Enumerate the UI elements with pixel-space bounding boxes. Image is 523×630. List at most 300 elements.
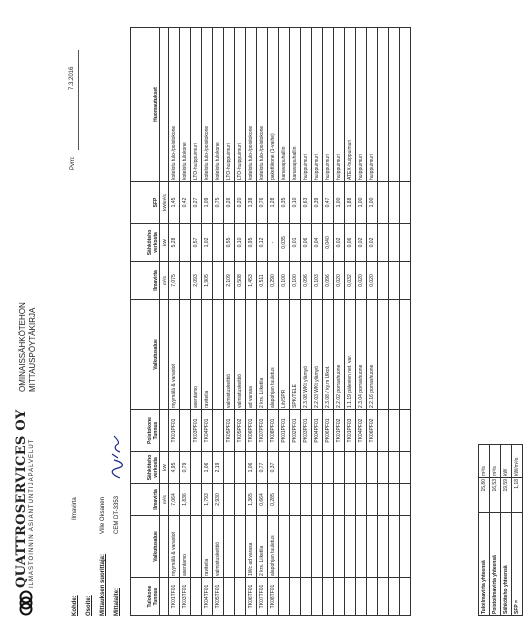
tulo-area-cell: alapohjan tuuletus xyxy=(268,516,279,578)
summary-value: 19,59 xyxy=(501,478,512,513)
poisto-airflow-cell: 1,453 xyxy=(246,262,257,300)
poisto-power-cell: 0,02 xyxy=(367,224,378,262)
tulo-area-cell xyxy=(191,516,202,578)
poisto-power-cell xyxy=(378,224,389,262)
mittaus-label: Mittauksen suorittaja: xyxy=(100,553,106,616)
mittari-label: Mittalaite: xyxy=(114,587,120,616)
tulo-power-cell: 0,79 xyxy=(180,452,191,484)
poistokone-id-cell: TK01PF03 xyxy=(345,410,356,452)
tulokone-id-cell xyxy=(235,578,246,616)
tulo-airflow-cell xyxy=(191,484,202,516)
poisto-airflow-cell xyxy=(400,262,411,300)
remark-cell: huippuimuri xyxy=(356,28,367,182)
poisto-airflow-cell xyxy=(389,262,400,300)
remark-cell: kotelotu tulokone xyxy=(213,28,224,182)
table-row xyxy=(169,28,180,616)
tulo-area-cell xyxy=(389,516,400,578)
poisto-area-cell: 2.2.16 porrashuone xyxy=(367,300,378,410)
tulo-power-cell xyxy=(378,452,389,484)
poistokone-id-cell xyxy=(213,410,224,452)
tulokone-id-cell: TK07TF01 xyxy=(257,578,268,616)
tulo-airflow-cell: 0,285 xyxy=(268,484,279,516)
tulo-area-cell: raviteila xyxy=(202,516,213,578)
summary-row xyxy=(479,445,490,616)
poisto-airflow-cell xyxy=(213,262,224,300)
sfp-value-cell: 1,00 xyxy=(367,182,378,224)
tulo-airflow-cell xyxy=(224,484,235,516)
poisto-power-cell: 0,02 xyxy=(356,224,367,262)
remark-cell: huippuimuri xyxy=(367,28,378,182)
poisto-area-cell: raviteila xyxy=(202,300,213,410)
table-row xyxy=(279,28,290,616)
poisto-power-cell: 0,10 xyxy=(235,224,246,262)
remark-cell: LTO-huippuimuri xyxy=(235,28,246,182)
poisto-area-cell: SPK/TELE xyxy=(290,300,301,410)
tulo-airflow-cell xyxy=(290,484,301,516)
tulo-power-cell xyxy=(345,452,356,484)
tulokone-id-cell xyxy=(334,578,345,616)
poistokone-id-cell xyxy=(389,410,400,452)
tulokone-id-cell xyxy=(224,578,235,616)
tulo-area-cell: myymälä & varastot xyxy=(169,516,180,578)
tulo-area-cell xyxy=(290,516,301,578)
sfp-value-cell xyxy=(389,182,400,224)
remark-cell: huippuimuri xyxy=(301,28,312,182)
poistokone-id-cell: TK06PF02 xyxy=(367,410,378,452)
remark-cell xyxy=(389,28,400,182)
remark-cell: kotelotu tulokone xyxy=(180,28,191,182)
unit-cell: kW/m³/s xyxy=(160,182,169,224)
osoite-label: Osoite: xyxy=(86,595,92,616)
tulokone-id-cell xyxy=(378,578,389,616)
unit-cell xyxy=(160,28,169,182)
summary-label: SFP = xyxy=(512,513,523,616)
poisto-airflow-cell: 0,096 xyxy=(323,262,334,300)
poisto-area-cell: 1.1.19 pälevien net. var. xyxy=(345,300,356,410)
table-row xyxy=(356,28,367,616)
poistokone-id-cell xyxy=(400,410,411,452)
tulo-area-cell xyxy=(378,516,389,578)
poistokone-id-cell: PK04PF01 xyxy=(312,410,323,452)
poisto-airflow-cell: 0,508 xyxy=(235,262,246,300)
poistokone-id-cell: TK05PF01 xyxy=(224,410,235,452)
poisto-power-cell: 0,06 xyxy=(345,224,356,262)
tulo-airflow-cell xyxy=(312,484,323,516)
remark-cell: kotelotu tulo-/poistokone xyxy=(246,28,257,182)
unit-cell xyxy=(160,578,169,616)
tulo-power-cell: 4,95 xyxy=(169,452,180,484)
poisto-airflow-cell: 0,290 xyxy=(268,262,279,300)
tulokone-id-cell xyxy=(312,578,323,616)
tulo-area-cell xyxy=(279,516,290,578)
poisto-airflow-cell xyxy=(378,262,389,300)
poisto-power-cell: 0,04 xyxy=(312,224,323,262)
sfp-value-cell: 0,26 xyxy=(224,182,235,224)
tulo-airflow-cell xyxy=(334,484,345,516)
tulo-area-cell xyxy=(312,516,323,578)
tulo-area-cell: valmistuskeittiö xyxy=(213,516,224,578)
unit-cell: m³/s xyxy=(160,262,169,300)
table-row xyxy=(301,28,312,616)
poistokone-id-cell xyxy=(180,410,191,452)
tulo-power-cell xyxy=(235,452,246,484)
poisto-area-cell: 2.3.08 / ky.m Ulkot. xyxy=(323,300,334,410)
tulo-area-cell xyxy=(367,516,378,578)
unit-cell xyxy=(160,516,169,578)
remark-cell: pakettikone (1-vaihe) xyxy=(268,28,279,182)
table-row xyxy=(389,28,400,616)
tulo-power-cell xyxy=(400,452,411,484)
tulo-area-cell: 1Wc ad varasa xyxy=(246,516,257,578)
poisto-power-cell xyxy=(180,224,191,262)
sfp-value-cell: 0,27 xyxy=(191,182,202,224)
poisto-airflow-cell: 0,020 xyxy=(334,262,345,300)
remark-cell: kanavapuhallin xyxy=(290,28,301,182)
poisto-airflow-cell: 0,020 xyxy=(367,262,378,300)
tulo-airflow-cell xyxy=(345,484,356,516)
unit-cell xyxy=(160,410,169,452)
tulo-power-cell xyxy=(323,452,334,484)
tulo-airflow-cell xyxy=(367,484,378,516)
tulo-area-cell: asentamo xyxy=(180,516,191,578)
header-ilmavirta-poisto: Ilmavirta xyxy=(131,262,160,300)
poisto-airflow-cell: 0,096 xyxy=(301,262,312,300)
poisto-area-cell: 2.2.02 porrashuone xyxy=(334,300,345,410)
date-value: 7.3.2016 xyxy=(69,66,75,90)
summary-row xyxy=(490,445,501,616)
remark-cell: kotelotu tulo-/poistokone xyxy=(169,28,180,182)
tulokone-id-cell xyxy=(279,578,290,616)
sfp-value-cell: 1,09 xyxy=(202,182,213,224)
tulo-power-cell: 0,77 xyxy=(257,452,268,484)
sfp-value-cell: 0,20 xyxy=(235,182,246,224)
tulo-airflow-cell xyxy=(356,484,367,516)
poisto-airflow-cell: 7,075 xyxy=(169,262,180,300)
sfp-value-cell: 0,35 xyxy=(279,182,290,224)
table-row xyxy=(378,28,389,616)
table-row xyxy=(345,28,356,616)
header-huomautukset: Huomautukset xyxy=(131,28,160,182)
tulokone-id-cell: TK04TF01 xyxy=(202,578,213,616)
poistokone-id-cell: PK03PF01 xyxy=(301,410,312,452)
poistokone-id-cell: TK05PF02 xyxy=(235,410,246,452)
tulo-power-cell xyxy=(389,452,400,484)
tulokone-id-cell: TK05TF01 xyxy=(213,578,224,616)
tulo-airflow-cell: 1,365 xyxy=(246,484,257,516)
poisto-area-cell: myymälä & varastot xyxy=(169,300,180,410)
tulokone-id-cell: TK06TF01 xyxy=(246,578,257,616)
table-row xyxy=(191,28,202,616)
tulo-area-cell xyxy=(301,516,312,578)
tulo-power-cell xyxy=(301,452,312,484)
header-valkutusalue-tulo: Valkutusalue xyxy=(131,516,160,578)
tulo-area-cell xyxy=(345,516,356,578)
poistokone-id-cell: PK01PF01 xyxy=(279,410,290,452)
tulo-power-cell: 0,37 xyxy=(268,452,279,484)
kohde-label: Kohde: xyxy=(72,595,78,616)
company-logo xyxy=(12,409,42,616)
poisto-area-cell xyxy=(180,300,191,410)
summary-unit: kW xyxy=(501,445,512,478)
tulokone-id-cell: TK03TF01 xyxy=(180,578,191,616)
tulokone-id-cell xyxy=(345,578,356,616)
poisto-area-cell xyxy=(400,300,411,410)
poisto-power-cell xyxy=(213,224,224,262)
poistokone-id-cell: TK08PF01 xyxy=(268,410,279,452)
document-title-line2: MITTAUSPÖYTÄKIRJA xyxy=(28,307,37,392)
poisto-airflow-cell: 0,103 xyxy=(312,262,323,300)
poisto-area-cell: valmistuskeittiö xyxy=(235,300,246,410)
tulo-power-cell xyxy=(367,452,378,484)
poistokone-id-cell: TK01PF02 xyxy=(334,410,345,452)
poistokone-id-cell: TK06PF01 xyxy=(246,410,257,452)
summary-value: 16,53 xyxy=(490,478,501,513)
poisto-area-cell xyxy=(389,300,400,410)
poisto-power-cell: 0,95 xyxy=(246,224,257,262)
poisto-power-cell: 0,01 xyxy=(290,224,301,262)
remark-cell: huippuimuri xyxy=(334,28,345,182)
tulokone-id-cell xyxy=(290,578,301,616)
tulo-area-cell xyxy=(235,516,246,578)
tulo-airflow-cell: 1,836 xyxy=(180,484,191,516)
tulo-airflow-cell xyxy=(235,484,246,516)
signature xyxy=(108,434,124,480)
tulo-airflow-cell xyxy=(400,484,411,516)
table-row xyxy=(257,28,268,616)
tulo-power-cell xyxy=(279,452,290,484)
remark-cell: huippuimuri xyxy=(323,28,334,182)
sfp-value-cell: 0,63 xyxy=(301,182,312,224)
poistokone-id-cell: TK04PF02 xyxy=(356,410,367,452)
poisto-power-cell: 0,12 xyxy=(257,224,268,262)
unit-cell: kW xyxy=(160,224,169,262)
tulo-area-cell xyxy=(224,516,235,578)
header-sfp: SFP xyxy=(131,182,160,224)
tulo-power-cell xyxy=(334,452,345,484)
poisto-power-cell: 0,55 xyxy=(224,224,235,262)
sfp-value-cell: 0,10 xyxy=(290,182,301,224)
tulo-airflow-cell: 1,793 xyxy=(202,484,213,516)
tulokone-id-cell xyxy=(191,578,202,616)
sfp-value-cell xyxy=(400,182,411,224)
table-header-row xyxy=(131,28,160,616)
tulo-area-cell xyxy=(334,516,345,578)
document-title xyxy=(18,302,38,392)
tulo-power-cell: 1,06 xyxy=(202,452,213,484)
tulo-airflow-cell xyxy=(389,484,400,516)
poisto-power-cell: 1,02 xyxy=(202,224,213,262)
summary-label: Sähköteho yhteensä xyxy=(501,513,512,616)
header-valkutusalue-poisto: Valkutusalue xyxy=(131,300,160,410)
summary-unit: kW/m³/s xyxy=(512,445,523,478)
poisto-area-cell: asentamo xyxy=(191,300,202,410)
tulokone-id-cell xyxy=(356,578,367,616)
tulo-airflow-cell xyxy=(323,484,334,516)
poisto-airflow-cell: 0,100 xyxy=(279,262,290,300)
sfp-value-cell: 0,76 xyxy=(257,182,268,224)
poisto-area-cell: 2.3.04 porrashuone xyxy=(356,300,367,410)
poisto-power-cell xyxy=(389,224,400,262)
tulo-power-cell xyxy=(191,452,202,484)
poisto-airflow-cell: 2,109 xyxy=(224,262,235,300)
ilmavirta-note: Ilmavirta xyxy=(72,497,78,520)
tulo-airflow-cell xyxy=(301,484,312,516)
poisto-power-cell: 0,06 xyxy=(301,224,312,262)
tulo-area-cell xyxy=(356,516,367,578)
poistokone-id-cell: PK02PF01 xyxy=(290,410,301,452)
summary-unit: m³/s xyxy=(490,445,501,478)
remark-cell: kanavapuhallin xyxy=(279,28,290,182)
poisto-area-cell: valmistuskeittiö xyxy=(224,300,235,410)
summary-table xyxy=(478,444,523,616)
poisto-power-cell xyxy=(400,224,411,262)
summary-row xyxy=(512,445,523,616)
sfp-value-cell: 1,00 xyxy=(356,182,367,224)
table-body xyxy=(169,28,411,616)
table-row xyxy=(268,28,279,616)
sfp-value-cell xyxy=(378,182,389,224)
sfp-value-cell: 1,45 xyxy=(169,182,180,224)
table-row xyxy=(323,28,334,616)
poistokone-id-cell: PK06PF01 xyxy=(323,410,334,452)
summary-value: 1,18 xyxy=(512,478,523,513)
mittari-value: CEM DT-3353 xyxy=(114,495,120,534)
remark-cell: LTO-huippuimuri xyxy=(191,28,202,182)
tulo-power-cell xyxy=(356,452,367,484)
poisto-area-cell: ad varasa xyxy=(246,300,257,410)
tulo-airflow-cell: 2,930 xyxy=(213,484,224,516)
header-poistokone: Poistokone Tunnus xyxy=(131,410,160,452)
tulo-area-cell: 2 krs. Liiketila xyxy=(257,516,268,578)
poisto-area-cell: Lih/SPR xyxy=(279,300,290,410)
poisto-area-cell: alapohjan tuuletus xyxy=(268,300,279,410)
remark-cell: kotelotu tulo-/poistokone xyxy=(257,28,268,182)
table-row xyxy=(312,28,323,616)
tulo-power-cell: 1,06 xyxy=(246,452,257,484)
date-label: Pvm: xyxy=(70,156,76,170)
measurement-table xyxy=(130,27,411,616)
poisto-power-cell: 0,040 xyxy=(323,224,334,262)
date-underline xyxy=(78,50,79,150)
sfp-value-cell: 0,47 xyxy=(323,182,334,224)
tulo-airflow-cell xyxy=(378,484,389,516)
logo-loops-icon xyxy=(15,590,37,616)
poisto-power-cell: 0,02 xyxy=(334,224,345,262)
tulo-power-cell xyxy=(312,452,323,484)
poistokone-id-cell: TK07PF01 xyxy=(257,410,268,452)
remark-cell: huippuimuri xyxy=(312,28,323,182)
header-sahkoteho-poisto: Sähköteho verkosta xyxy=(131,224,160,262)
sfp-value-cell: 0,39 xyxy=(312,182,323,224)
poisto-area-cell xyxy=(213,300,224,410)
header-ilmavirta-tulo: Ilmavirta xyxy=(131,484,160,516)
company-name: QUATTROSERVICES OY xyxy=(14,409,29,588)
poisto-airflow-cell xyxy=(180,262,191,300)
poisto-area-cell: 2.3.08 WKt ylämyö xyxy=(301,300,312,410)
poisto-power-cell: 5,28 xyxy=(169,224,180,262)
tulo-power-cell: 2,19 xyxy=(213,452,224,484)
poistokone-id-cell: TK01PF01 xyxy=(169,410,180,452)
poistokone-id-cell: TK04PF01 xyxy=(202,410,213,452)
company-tagline: ILMASTOINNIN ASIANTUNTIJAPALVELUT xyxy=(29,438,35,588)
poisto-area-cell: 2.2.03 WKt ylämyö xyxy=(312,300,323,410)
poisto-airflow-cell: 0,020 xyxy=(356,262,367,300)
tulo-area-cell xyxy=(323,516,334,578)
poisto-airflow-cell: 0,100 xyxy=(290,262,301,300)
poisto-power-cell: 0,57 xyxy=(191,224,202,262)
sfp-value-cell: 0,75 xyxy=(213,182,224,224)
document-title-line1: OMINAISSÄHKÖTEHON xyxy=(18,302,27,392)
summary-row xyxy=(501,445,512,616)
poisto-power-cell: 0,035 xyxy=(279,224,290,262)
poisto-airflow-cell: 0,511 xyxy=(257,262,268,300)
table-row xyxy=(213,28,224,616)
tulokone-id-cell xyxy=(367,578,378,616)
summary-value: 15,80 xyxy=(479,478,490,513)
table-units-row xyxy=(160,28,169,616)
table-row xyxy=(334,28,345,616)
tulo-airflow-cell xyxy=(279,484,290,516)
poisto-airflow-cell: 2,093 xyxy=(191,262,202,300)
tulokone-id-cell xyxy=(301,578,312,616)
mittaus-value: Ville Oksanen xyxy=(100,497,106,534)
poisto-airflow-cell: 1,905 xyxy=(202,262,213,300)
table-row xyxy=(400,28,411,616)
poisto-airflow-cell: 0,032 xyxy=(345,262,356,300)
unit-cell: kW xyxy=(160,452,169,484)
poisto-power-cell: - xyxy=(268,224,279,262)
tulo-airflow-cell: 7,064 xyxy=(169,484,180,516)
table-row xyxy=(367,28,378,616)
tulokone-id-cell xyxy=(323,578,334,616)
poisto-area-cell: 2 krs. Liiketila xyxy=(257,300,268,410)
remark-cell xyxy=(400,28,411,182)
sfp-value-cell: 0,42 xyxy=(180,182,191,224)
remark-cell: LTO-huippuimuri xyxy=(224,28,235,182)
header-tulokone: Tulokone Tunnus xyxy=(131,578,160,616)
poistokone-id-cell: TK03PF01 xyxy=(191,410,202,452)
summary-unit: m³/s xyxy=(479,445,490,478)
table-row xyxy=(235,28,246,616)
tulokone-id-cell: TK08TF01 xyxy=(268,578,279,616)
table-row xyxy=(246,28,257,616)
sfp-value-cell: 1,38 xyxy=(246,182,257,224)
poistokone-id-cell xyxy=(378,410,389,452)
tulokone-id-cell xyxy=(389,578,400,616)
poisto-area-cell xyxy=(378,300,389,410)
tulo-power-cell xyxy=(224,452,235,484)
table-row xyxy=(224,28,235,616)
sfp-value-cell: 1,00 xyxy=(334,182,345,224)
remark-cell: ATEX-huippuimuri xyxy=(345,28,356,182)
table-row xyxy=(202,28,213,616)
remark-cell: kotelotu tulo-/poistokone xyxy=(202,28,213,182)
tulokone-id-cell: TK01TF01 xyxy=(169,578,180,616)
table-row xyxy=(290,28,301,616)
summary-label: Tuloilmavirta yhteensä xyxy=(479,513,490,616)
tulo-area-cell xyxy=(400,516,411,578)
unit-cell: m³/s xyxy=(160,484,169,516)
unit-cell xyxy=(160,300,169,410)
remark-cell xyxy=(378,28,389,182)
table-row xyxy=(180,28,191,616)
sfp-value-cell: 1,28 xyxy=(268,182,279,224)
header-sahkoteho-tulo: Sähköteho verkosta xyxy=(131,452,160,484)
tulokone-id-cell xyxy=(400,578,411,616)
summary-label: Poistoilmavirta yhteensä xyxy=(490,513,501,616)
sfp-value-cell: 1,88 xyxy=(345,182,356,224)
tulo-power-cell xyxy=(290,452,301,484)
